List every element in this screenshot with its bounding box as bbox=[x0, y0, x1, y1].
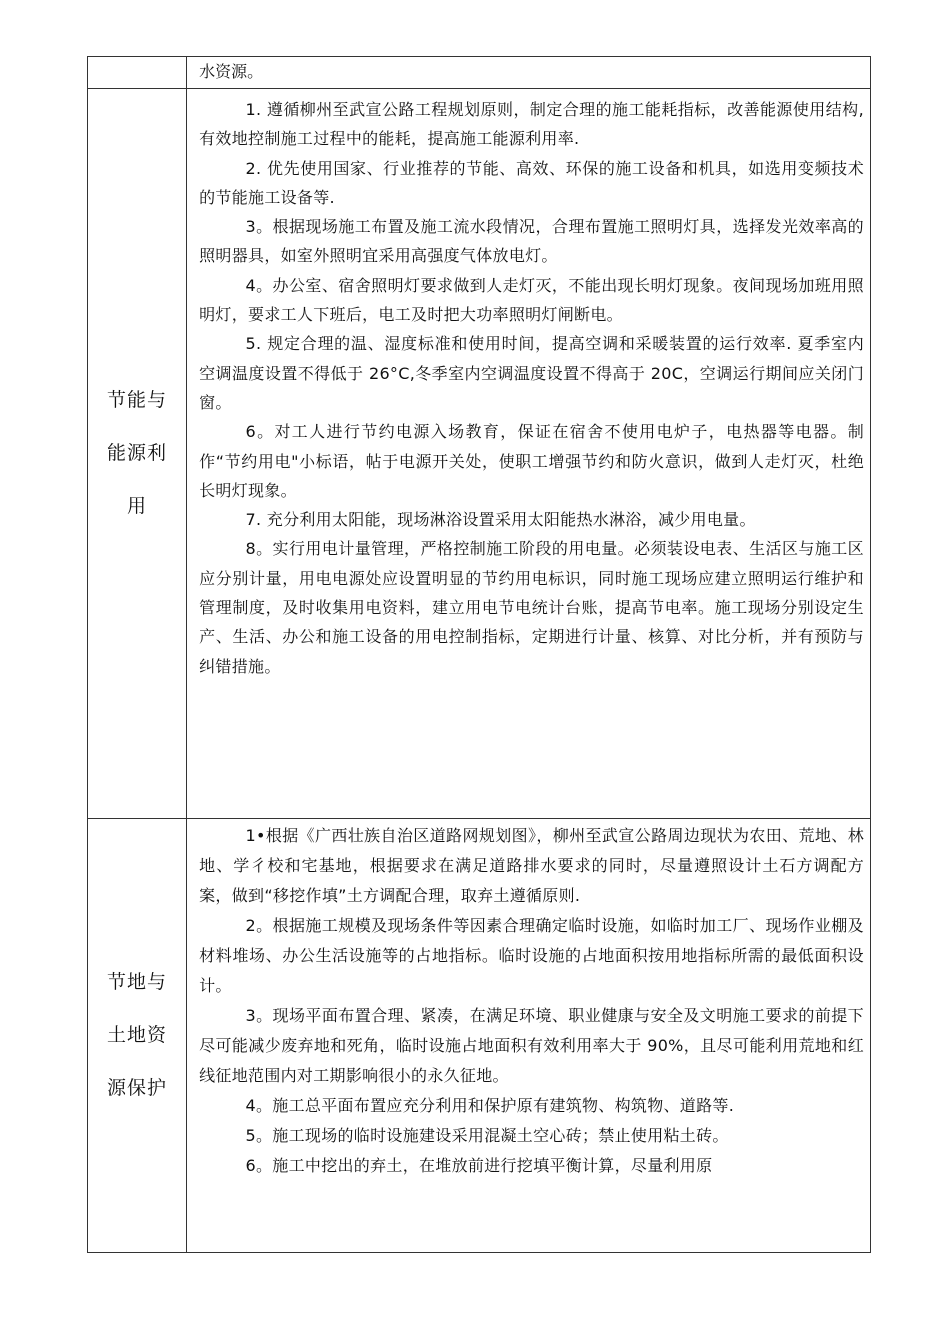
content-cell-continuation bbox=[187, 57, 871, 89]
energy-items bbox=[199, 89, 864, 681]
table-row-land bbox=[88, 819, 871, 1253]
section-label-land: 节地与土地资源保护 bbox=[107, 971, 168, 1099]
table-row-continuation bbox=[88, 57, 871, 89]
energy-item-8: 8。实行用电计量管理，严格控制施工阶段的用电量。必须装设电表、生活区与施工区应分别计量，用电电源处应设置明显的节约用电标识，同时施工现场应建立照明运行维护和管理制度，及时收集用电资料，建立用电节电统计台账，提高节电率。施工现场分别设定生产、生活、办公和施工设备的用电控制指标，定期进行计量、核算、对比分析，并有预防与纠错措施。 bbox=[199, 539, 864, 676]
document-table bbox=[87, 56, 871, 1253]
land-item-2: 2。根据施工规模及现场条件等因素合理确定临时设施，如临时加工厂、现场作业棚及材料堆场、办公生活设施等的占地指标。临时设施的占地面积按用地指标所需的最低面积设计。 bbox=[199, 916, 864, 995]
land-item-4: 4。施工总平面布置应充分利用和保护原有建筑物、构筑物、道路等. bbox=[245, 1096, 735, 1115]
energy-item-2: 2. 优先使用国家、行业推荐的节能、高效、环保的施工设备和机具，如选用变频技术的节能施工设备等. bbox=[199, 158, 864, 207]
land-item-6: 6。施工中挖出的弃土，在堆放前进行挖填平衡计算，尽量利用原 bbox=[245, 1156, 713, 1175]
energy-item-7: 7. 充分利用太阳能，现场淋浴设置采用太阳能热水淋浴，减少用电量。 bbox=[245, 510, 756, 530]
energy-item-6: 6。对工人进行节约电源入场教育，保证在宿舍不使用电炉子，电热器等电器。制作“节约用电"小标语，帖于电源开关处，使职工增强节约和防火意识，做到人走灯灭，杜绝长明灯现象。 bbox=[199, 422, 864, 500]
label-cell-energy bbox=[88, 89, 187, 819]
content-cell-energy bbox=[187, 89, 871, 819]
content-cell-land bbox=[187, 819, 871, 1253]
land-item-1: 1•根据《广西壮族自治区道路网规划图》，柳州至武宣公路周边现状为农田、荒地、林地、学彳校和宅基地，根据要求在满足道路排水要求的同时，尽量遵照设计土石方调配方案，做到“移挖作填”土方调配合理，取弃土遵循原则. bbox=[199, 826, 864, 905]
energy-item-1: 1. 遵循柳州至武宣公路工程规划原则，制定合理的施工能耗指标，改善能源使用结构, 有效地控制施工过程中的能耗，提高施工能源利用率. bbox=[199, 100, 864, 149]
energy-item-3: 3。根据现场施工布置及施工流水段情况，合理布置施工照明灯具，选择发光效率高的照明器具，如室外照明宜采用高强度气体放电灯。 bbox=[199, 217, 864, 266]
land-item-5: 5。施工现场的临时设施建设采用混凝土空心砖；禁止使用粘土砖。 bbox=[245, 1126, 729, 1145]
table-row-energy bbox=[88, 89, 871, 819]
label-cell-land bbox=[88, 819, 187, 1253]
continuation-text: 水资源。 bbox=[199, 62, 264, 81]
land-item-3: 3。现场平面布置合理、紧凑，在满足环境、职业健康与安全及文明施工要求的前提下尽可能减少废弃地和死角，临时设施占地面积有效利用率大于 90%，且尽可能利用荒地和红线征地范围内对工期影响很小的永久征地。 bbox=[199, 1006, 864, 1085]
land-items bbox=[199, 819, 864, 1181]
label-cell-empty bbox=[88, 57, 187, 89]
section-label-energy: 节能与能源利用 bbox=[107, 389, 168, 517]
energy-item-5: 5. 规定合理的温、湿度标准和使用时间，提高空调和采暖装置的运行效率. 夏季室内空调温度设置不得低于 26°C,冬季室内空调温度设置不得高于 20C，空调运行期间应关闭门窗。 bbox=[199, 334, 864, 412]
energy-item-4: 4。办公室、宿舍照明灯要求做到人走灯灭，不能出现长明灯现象。夜间现场加班用照明灯，要求工人下班后，电工及时把大功率照明灯闸断电。 bbox=[199, 275, 864, 325]
